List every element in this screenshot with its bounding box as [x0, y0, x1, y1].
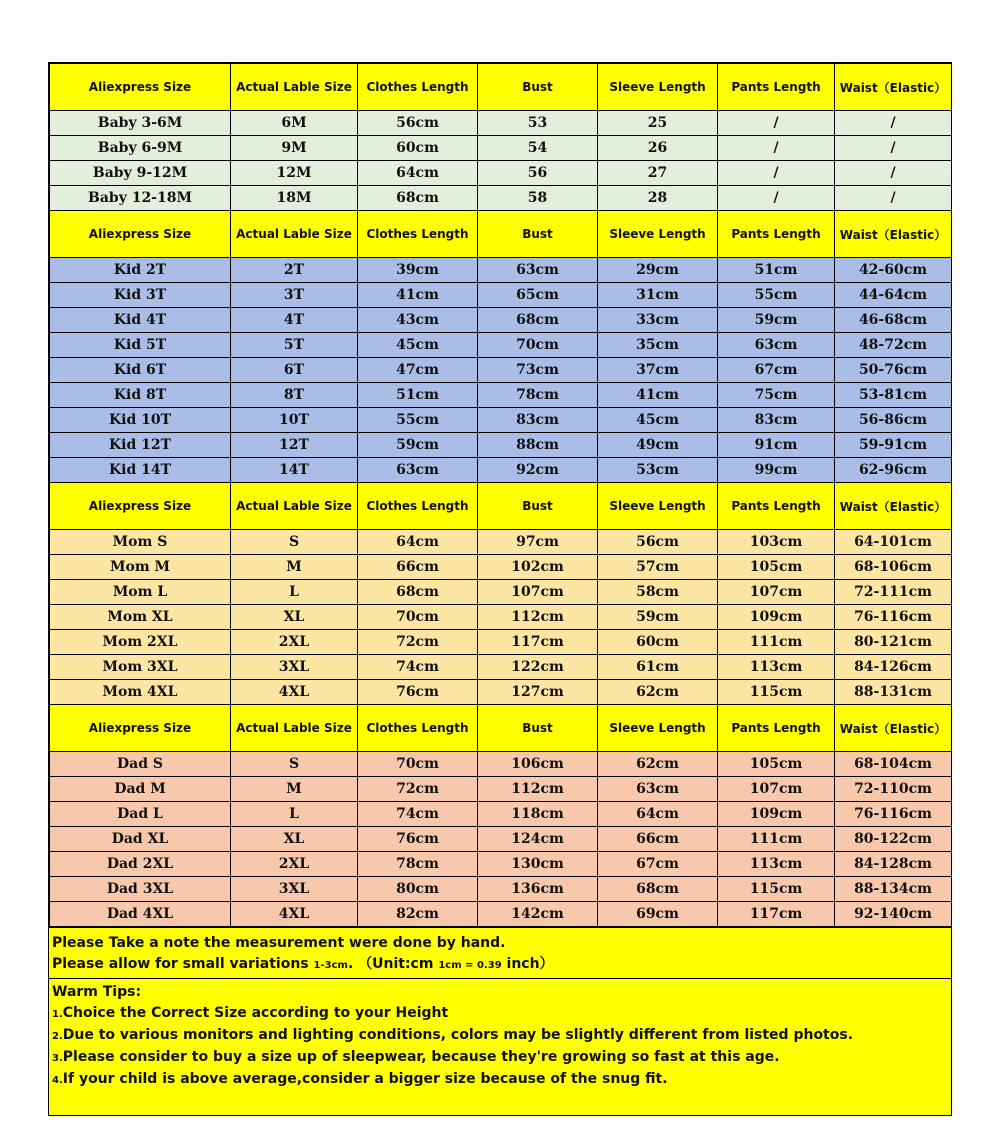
table-row: [50, 852, 952, 877]
table-row: [50, 433, 952, 458]
column-header: Pants Length: [718, 705, 835, 752]
column-header: Pants Length: [718, 483, 835, 530]
table-row: [50, 383, 952, 408]
table-cell: 59cm: [598, 605, 718, 630]
table-cell: 45cm: [358, 333, 478, 358]
column-header: Pants Length: [718, 64, 835, 111]
tip-number: 1.: [52, 1009, 63, 1020]
column-header: Clothes Length: [358, 705, 478, 752]
table-cell: 76cm: [358, 827, 478, 852]
column-header: Clothes Length: [358, 211, 478, 258]
table-row: [50, 283, 952, 308]
table-cell: Mom 3XL: [50, 655, 231, 680]
table-cell: 10T: [231, 408, 358, 433]
table-cell: 3XL: [231, 877, 358, 902]
table-cell: 4XL: [231, 902, 358, 927]
table-row: [50, 530, 952, 555]
table-cell: Baby 9-12M: [50, 161, 231, 186]
column-header: Actual Lable Size: [231, 705, 358, 752]
table-cell: 117cm: [478, 630, 598, 655]
table-cell: 58cm: [598, 580, 718, 605]
tip-number: 3.: [52, 1053, 63, 1064]
table-cell: 37cm: [598, 358, 718, 383]
table-cell: /: [718, 136, 835, 161]
table-cell: 136cm: [478, 877, 598, 902]
table-cell: 27: [598, 161, 718, 186]
table-cell: XL: [231, 827, 358, 852]
table-cell: 83cm: [478, 408, 598, 433]
table-cell: 68cm: [478, 308, 598, 333]
table-cell: /: [718, 111, 835, 136]
table-cell: Kid 12T: [50, 433, 231, 458]
table-cell: 102cm: [478, 555, 598, 580]
table-cell: 6M: [231, 111, 358, 136]
warm-tips: [49, 978, 951, 1115]
table-cell: 70cm: [358, 752, 478, 777]
table-row: [50, 580, 952, 605]
table-row: [50, 161, 952, 186]
table-cell: Baby 12-18M: [50, 186, 231, 211]
table-cell: 109cm: [718, 802, 835, 827]
table-cell: 113cm: [718, 852, 835, 877]
column-header: Bust: [478, 211, 598, 258]
table-cell: /: [718, 186, 835, 211]
table-cell: Mom 4XL: [50, 680, 231, 705]
header-row: [50, 705, 952, 752]
table-cell: Mom S: [50, 530, 231, 555]
table-cell: 63cm: [478, 258, 598, 283]
tip-number: 4.: [52, 1075, 63, 1086]
table-cell: 64cm: [358, 530, 478, 555]
table-row: [50, 408, 952, 433]
table-cell: Baby 6-9M: [50, 136, 231, 161]
column-header: Waist（Elastic）: [835, 64, 952, 111]
table-cell: 55cm: [358, 408, 478, 433]
table-cell: 60cm: [598, 630, 718, 655]
column-header: Bust: [478, 64, 598, 111]
table-cell: 130cm: [478, 852, 598, 877]
table-cell: 127cm: [478, 680, 598, 705]
table-cell: 76-116cm: [835, 802, 952, 827]
table-cell: 62cm: [598, 680, 718, 705]
table-cell: 70cm: [358, 605, 478, 630]
table-cell: Kid 3T: [50, 283, 231, 308]
table-row: [50, 680, 952, 705]
table-cell: 70cm: [478, 333, 598, 358]
table-cell: 14T: [231, 458, 358, 483]
column-header: Actual Lable Size: [231, 211, 358, 258]
column-header: Clothes Length: [358, 483, 478, 530]
table-cell: 41cm: [598, 383, 718, 408]
column-header: Aliexpress Size: [50, 705, 231, 752]
table-cell: 112cm: [478, 777, 598, 802]
table-cell: 28: [598, 186, 718, 211]
table-cell: 3T: [231, 283, 358, 308]
table-row: [50, 136, 952, 161]
table-cell: 62cm: [598, 752, 718, 777]
table-cell: 99cm: [718, 458, 835, 483]
table-row: [50, 777, 952, 802]
variation-range: 1-3cm: [313, 960, 348, 971]
table-cell: Kid 2T: [50, 258, 231, 283]
tip-item: [52, 1047, 948, 1069]
table-cell: M: [231, 555, 358, 580]
column-header: Sleeve Length: [598, 483, 718, 530]
table-cell: 53-81cm: [835, 383, 952, 408]
table-cell: 82cm: [358, 902, 478, 927]
table-cell: 63cm: [598, 777, 718, 802]
table-cell: 61cm: [598, 655, 718, 680]
table-cell: 62-96cm: [835, 458, 952, 483]
table-row: [50, 752, 952, 777]
table-cell: 103cm: [718, 530, 835, 555]
table-row: [50, 827, 952, 852]
table-row: [50, 458, 952, 483]
table-row: [50, 186, 952, 211]
size-table: [49, 63, 952, 927]
table-cell: Dad XL: [50, 827, 231, 852]
table-cell: Dad 2XL: [50, 852, 231, 877]
table-row: [50, 630, 952, 655]
table-cell: Dad S: [50, 752, 231, 777]
table-cell: 4T: [231, 308, 358, 333]
table-cell: 92cm: [478, 458, 598, 483]
table-cell: 142cm: [478, 902, 598, 927]
table-row: [50, 258, 952, 283]
table-cell: 2XL: [231, 852, 358, 877]
table-cell: 76cm: [358, 680, 478, 705]
table-cell: /: [835, 136, 952, 161]
table-cell: 12M: [231, 161, 358, 186]
table-row: [50, 111, 952, 136]
table-cell: Kid 4T: [50, 308, 231, 333]
unit-conversion: 1cm = 0.39: [438, 960, 502, 971]
table-cell: 107cm: [718, 777, 835, 802]
column-header: Sleeve Length: [598, 211, 718, 258]
table-cell: 68cm: [598, 877, 718, 902]
table-cell: 43cm: [358, 308, 478, 333]
warm-tips-title: Warm Tips:: [52, 984, 142, 1000]
table-cell: 107cm: [478, 580, 598, 605]
note-line-2: [52, 954, 948, 976]
table-cell: 6T: [231, 358, 358, 383]
table-cell: Dad 3XL: [50, 877, 231, 902]
table-cell: 55cm: [718, 283, 835, 308]
table-cell: 97cm: [478, 530, 598, 555]
table-cell: S: [231, 530, 358, 555]
table-cell: 115cm: [718, 877, 835, 902]
table-row: [50, 655, 952, 680]
table-cell: 83cm: [718, 408, 835, 433]
table-cell: 63cm: [358, 458, 478, 483]
note-line-2-suffix: inch）: [501, 956, 554, 972]
table-cell: 44-64cm: [835, 283, 952, 308]
table-cell: 111cm: [718, 630, 835, 655]
table-cell: Dad M: [50, 777, 231, 802]
table-cell: 9M: [231, 136, 358, 161]
table-row: [50, 605, 952, 630]
table-cell: 68cm: [358, 186, 478, 211]
table-cell: 45cm: [598, 408, 718, 433]
table-cell: 72-111cm: [835, 580, 952, 605]
table-cell: Dad L: [50, 802, 231, 827]
table-cell: 109cm: [718, 605, 835, 630]
table-cell: 80-121cm: [835, 630, 952, 655]
column-header: Pants Length: [718, 211, 835, 258]
table-cell: 72cm: [358, 777, 478, 802]
table-cell: 26: [598, 136, 718, 161]
table-cell: 68cm: [358, 580, 478, 605]
table-cell: 88-131cm: [835, 680, 952, 705]
table-cell: 29cm: [598, 258, 718, 283]
column-header: Aliexpress Size: [50, 64, 231, 111]
table-cell: 66cm: [358, 555, 478, 580]
table-cell: /: [718, 161, 835, 186]
table-cell: 2T: [231, 258, 358, 283]
table-cell: 48-72cm: [835, 333, 952, 358]
table-cell: 92-140cm: [835, 902, 952, 927]
column-header: Sleeve Length: [598, 705, 718, 752]
table-cell: Kid 14T: [50, 458, 231, 483]
table-cell: 111cm: [718, 827, 835, 852]
table-cell: S: [231, 752, 358, 777]
table-cell: Kid 8T: [50, 383, 231, 408]
table-cell: 76-116cm: [835, 605, 952, 630]
table-cell: /: [835, 111, 952, 136]
size-chart: [48, 62, 952, 1116]
table-cell: 84-128cm: [835, 852, 952, 877]
table-cell: 4XL: [231, 680, 358, 705]
table-row: [50, 877, 952, 902]
table-cell: Mom 2XL: [50, 630, 231, 655]
tip-text: Choice the Correct Size according to your Height: [62, 1005, 449, 1021]
table-cell: 57cm: [598, 555, 718, 580]
table-cell: 124cm: [478, 827, 598, 852]
header-row: [50, 211, 952, 258]
table-cell: 56cm: [598, 530, 718, 555]
table-cell: 3XL: [231, 655, 358, 680]
tip-text: Please consider to buy a size up of sleepwear, because they're growing so fast at this age.: [62, 1049, 780, 1065]
table-cell: 56-86cm: [835, 408, 952, 433]
table-cell: 74cm: [358, 802, 478, 827]
table-cell: Mom L: [50, 580, 231, 605]
table-cell: 122cm: [478, 655, 598, 680]
table-cell: 33cm: [598, 308, 718, 333]
column-header: Aliexpress Size: [50, 483, 231, 530]
table-cell: 12T: [231, 433, 358, 458]
table-row: [50, 902, 952, 927]
column-header: Waist（Elastic）: [835, 483, 952, 530]
column-header: Clothes Length: [358, 64, 478, 111]
table-cell: 115cm: [718, 680, 835, 705]
tip-text: Due to various monitors and lighting conditions, colors may be slightly different from listed photos.: [62, 1027, 854, 1043]
table-cell: 67cm: [598, 852, 718, 877]
table-cell: 51cm: [358, 383, 478, 408]
table-cell: 105cm: [718, 752, 835, 777]
table-cell: Kid 5T: [50, 333, 231, 358]
column-header: Actual Lable Size: [231, 64, 358, 111]
table-cell: 75cm: [718, 383, 835, 408]
table-cell: 88-134cm: [835, 877, 952, 902]
table-cell: 39cm: [358, 258, 478, 283]
table-cell: 78cm: [358, 852, 478, 877]
table-cell: 59cm: [358, 433, 478, 458]
table-cell: 18M: [231, 186, 358, 211]
table-row: [50, 802, 952, 827]
table-cell: L: [231, 802, 358, 827]
table-cell: 66cm: [598, 827, 718, 852]
table-cell: 112cm: [478, 605, 598, 630]
warm-tips-list: [52, 1003, 948, 1091]
table-cell: 68-104cm: [835, 752, 952, 777]
table-cell: Dad 4XL: [50, 902, 231, 927]
table-cell: 80cm: [358, 877, 478, 902]
tip-item: [52, 1003, 948, 1025]
table-cell: 56cm: [358, 111, 478, 136]
note-line-2-mid: . （Unit:cm: [347, 956, 439, 972]
table-cell: 42-60cm: [835, 258, 952, 283]
table-cell: /: [835, 161, 952, 186]
note-line-1: Please Take a note the measurement were done by hand.: [52, 935, 506, 951]
table-cell: 105cm: [718, 555, 835, 580]
table-cell: 35cm: [598, 333, 718, 358]
table-cell: 59-91cm: [835, 433, 952, 458]
tip-item: [52, 1025, 948, 1047]
table-cell: 2XL: [231, 630, 358, 655]
table-cell: 84-126cm: [835, 655, 952, 680]
column-header: Bust: [478, 483, 598, 530]
table-cell: Kid 6T: [50, 358, 231, 383]
table-cell: 25: [598, 111, 718, 136]
table-cell: 49cm: [598, 433, 718, 458]
table-cell: 74cm: [358, 655, 478, 680]
tip-item: [52, 1069, 948, 1091]
table-cell: 63cm: [718, 333, 835, 358]
table-cell: 72-110cm: [835, 777, 952, 802]
table-cell: 72cm: [358, 630, 478, 655]
table-cell: Mom M: [50, 555, 231, 580]
table-cell: 68-106cm: [835, 555, 952, 580]
table-cell: XL: [231, 605, 358, 630]
column-header: Waist（Elastic）: [835, 705, 952, 752]
tip-text: If your child is above average,consider a bigger size because of the snug fit.: [62, 1071, 668, 1087]
table-cell: 107cm: [718, 580, 835, 605]
table-row: [50, 358, 952, 383]
table-cell: 67cm: [718, 358, 835, 383]
table-row: [50, 555, 952, 580]
table-cell: 113cm: [718, 655, 835, 680]
table-row: [50, 308, 952, 333]
column-header: Actual Lable Size: [231, 483, 358, 530]
table-cell: 53: [478, 111, 598, 136]
table-cell: 53cm: [598, 458, 718, 483]
tip-number: 2.: [52, 1031, 63, 1042]
header-row: [50, 64, 952, 111]
column-header: Bust: [478, 705, 598, 752]
table-cell: 106cm: [478, 752, 598, 777]
table-cell: M: [231, 777, 358, 802]
table-cell: 59cm: [718, 308, 835, 333]
size-table-body: [50, 64, 952, 927]
table-cell: 50-76cm: [835, 358, 952, 383]
table-row: [50, 333, 952, 358]
table-cell: 60cm: [358, 136, 478, 161]
table-cell: 54: [478, 136, 598, 161]
column-header: Aliexpress Size: [50, 211, 231, 258]
table-cell: 5T: [231, 333, 358, 358]
table-cell: 69cm: [598, 902, 718, 927]
table-cell: L: [231, 580, 358, 605]
table-cell: 117cm: [718, 902, 835, 927]
table-cell: 64cm: [598, 802, 718, 827]
table-cell: Baby 3-6M: [50, 111, 231, 136]
table-cell: 64-101cm: [835, 530, 952, 555]
table-cell: /: [835, 186, 952, 211]
table-cell: 91cm: [718, 433, 835, 458]
measurement-note: [49, 927, 951, 978]
table-cell: 41cm: [358, 283, 478, 308]
table-cell: 80-122cm: [835, 827, 952, 852]
table-cell: 31cm: [598, 283, 718, 308]
column-header: Sleeve Length: [598, 64, 718, 111]
table-cell: 8T: [231, 383, 358, 408]
table-cell: 73cm: [478, 358, 598, 383]
table-cell: 88cm: [478, 433, 598, 458]
table-cell: 51cm: [718, 258, 835, 283]
table-cell: 64cm: [358, 161, 478, 186]
note-line-2-prefix: Please allow for small variations: [52, 956, 314, 972]
table-cell: 46-68cm: [835, 308, 952, 333]
table-cell: 56: [478, 161, 598, 186]
header-row: [50, 483, 952, 530]
table-cell: Kid 10T: [50, 408, 231, 433]
table-cell: 58: [478, 186, 598, 211]
column-header: Waist（Elastic）: [835, 211, 952, 258]
table-cell: 118cm: [478, 802, 598, 827]
table-cell: 47cm: [358, 358, 478, 383]
table-cell: 78cm: [478, 383, 598, 408]
table-cell: Mom XL: [50, 605, 231, 630]
table-cell: 65cm: [478, 283, 598, 308]
